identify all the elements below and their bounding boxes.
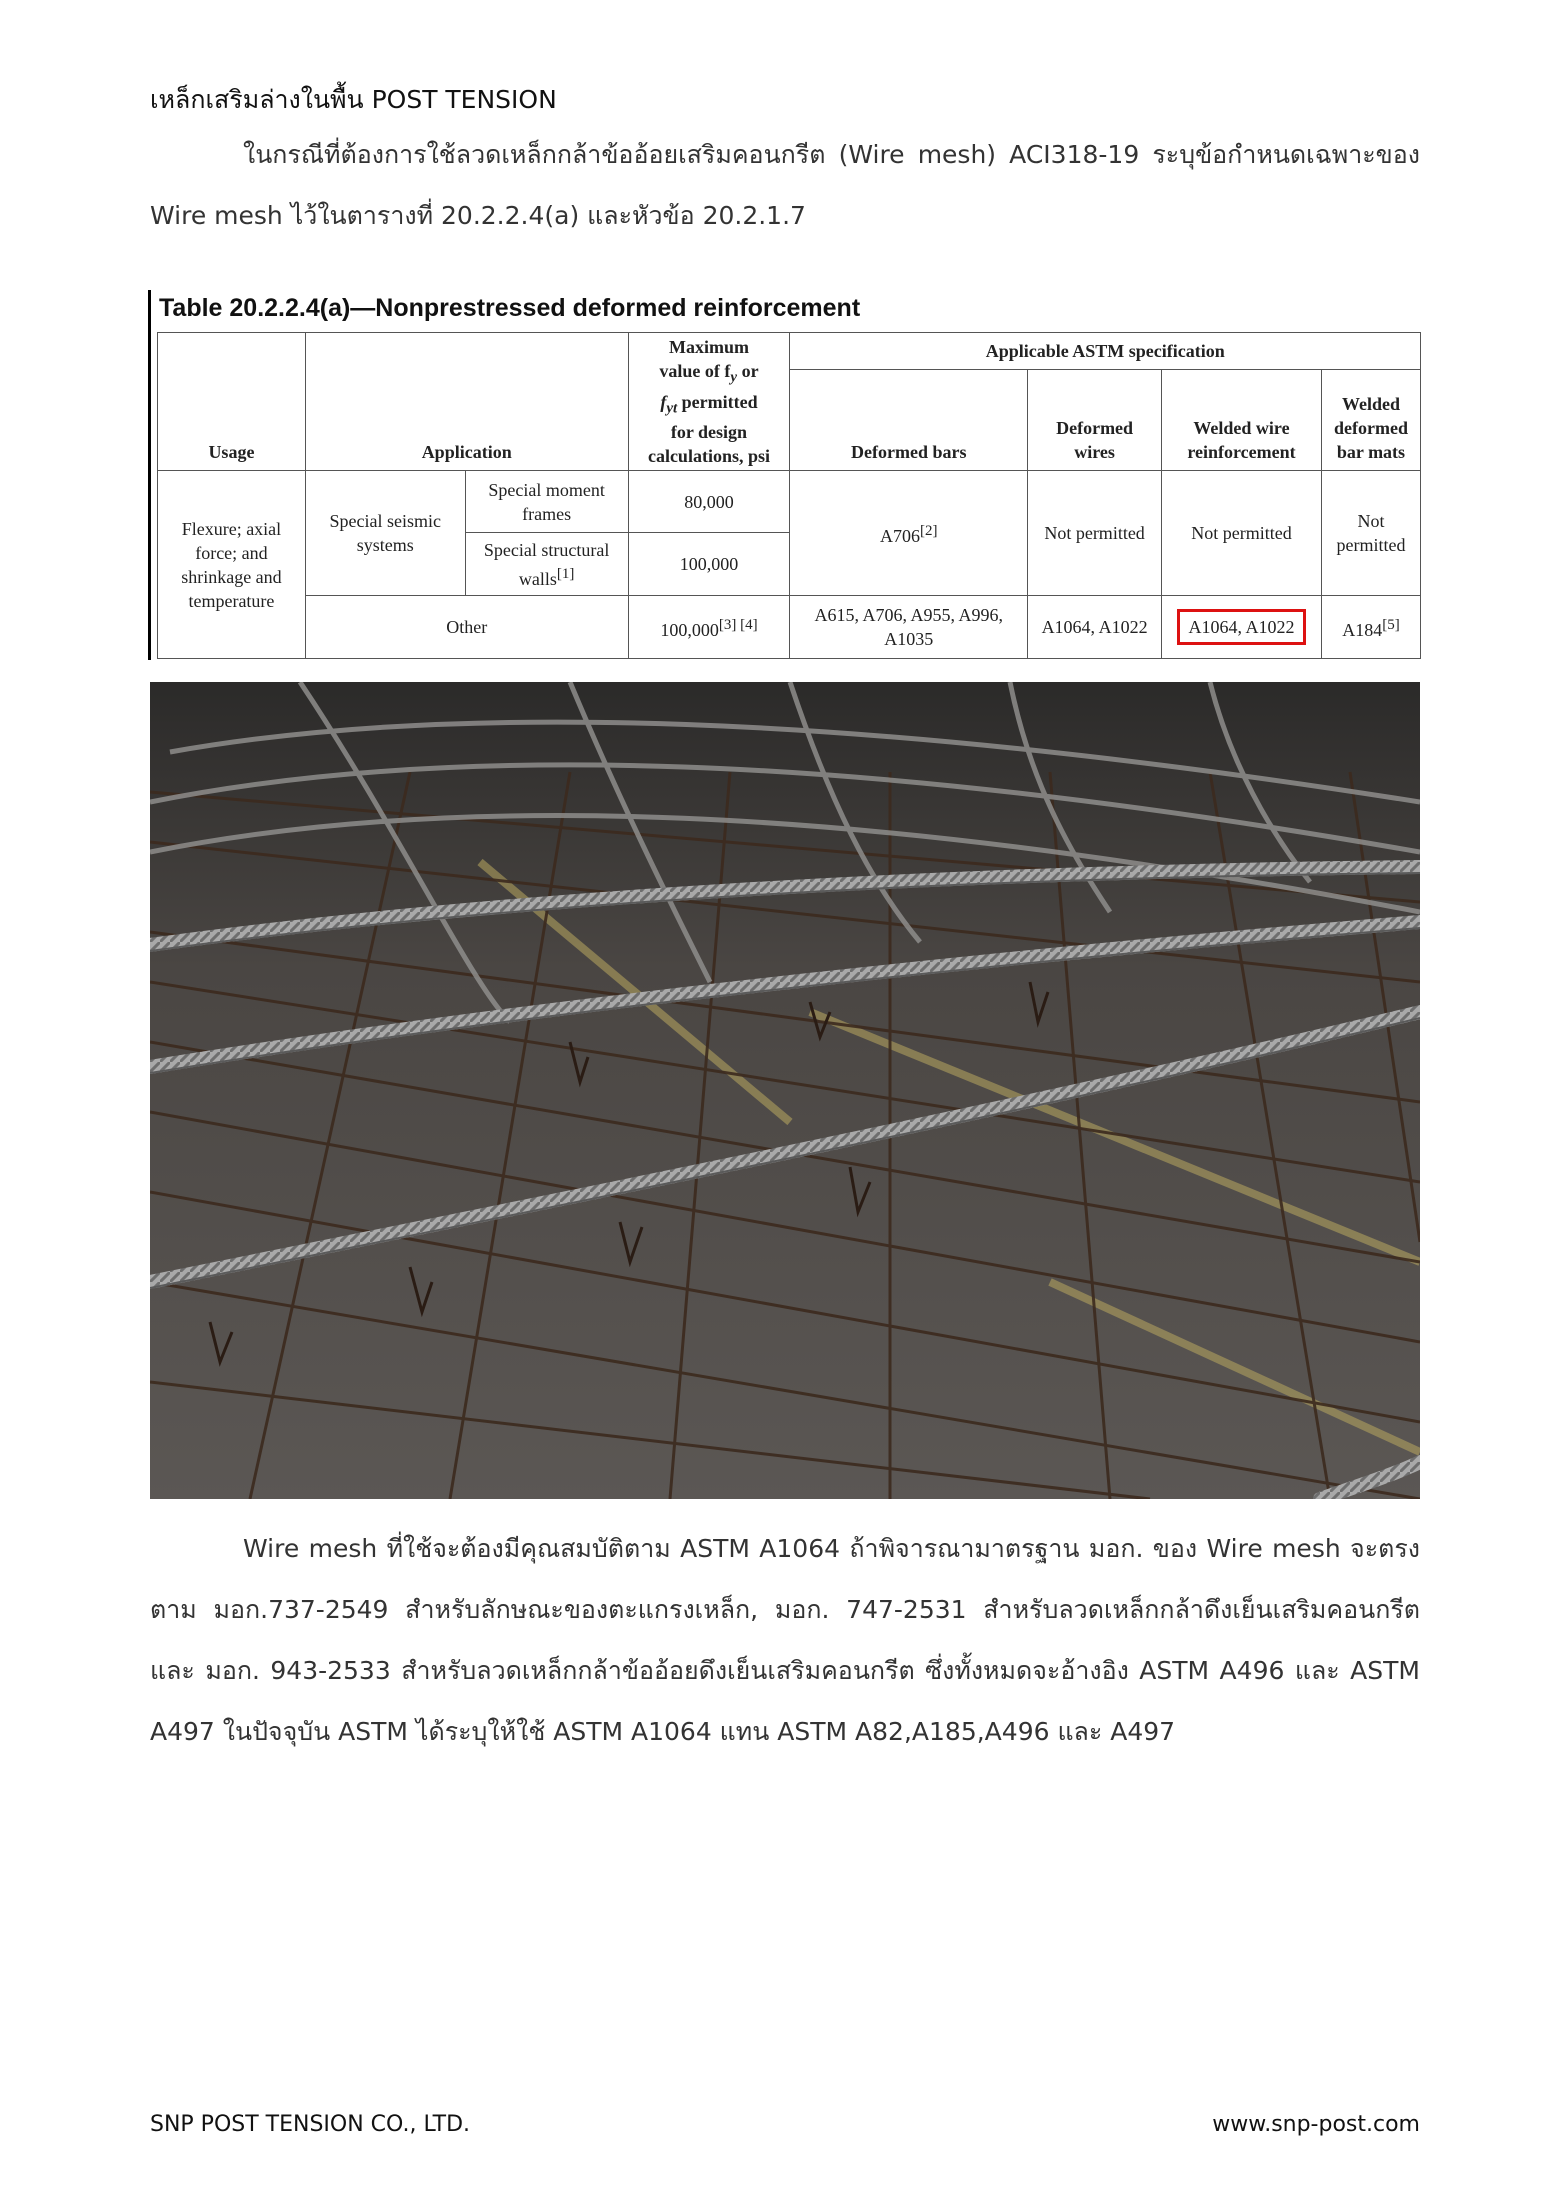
usage-cell: Flexure; axial force; and shrinkage and temperature <box>158 471 306 659</box>
spec-table-figure <box>148 290 1421 660</box>
page-heading: เหล็กเสริมล่างในพื้น POST TENSION <box>150 85 557 114</box>
walls-value-cell: 100,000 <box>628 533 790 596</box>
table-title: Table 20.2.2.4(a)—Nonprestressed deformed reinforcement <box>159 294 861 322</box>
other-cell: Other <box>305 596 628 659</box>
footer-website[interactable]: www.snp-post.com <box>1212 2112 1420 2137</box>
rebar-mesh-illustration <box>150 682 1420 1499</box>
header-deformed-bars: Deformed bars <box>790 370 1028 471</box>
spec-table <box>157 332 1421 659</box>
footer-company: SNP POST TENSION CO., LTD. <box>150 2112 471 2137</box>
structural-walls-cell: Special structural walls[1] <box>465 533 628 596</box>
other-bars-cell: A615, A706, A955, A996, A1035 <box>790 596 1028 659</box>
header-application: Application <box>305 333 628 471</box>
seismic-wires-cell: Not permitted <box>1028 471 1162 596</box>
other-value-cell: 100,000[3] [4] <box>628 596 790 659</box>
header-astm: Applicable ASTM specification <box>790 333 1421 370</box>
body-paragraph <box>150 1518 1420 1762</box>
intro-paragraph <box>150 124 1420 246</box>
seismic-wwr-cell: Not permitted <box>1162 471 1322 596</box>
seismic-bars-cell: A706[2] <box>790 471 1028 596</box>
header-usage: Usage <box>158 333 306 471</box>
other-mats-cell: A184[5] <box>1321 596 1420 659</box>
special-seismic-cell: Special seismic systems <box>305 471 465 596</box>
header-max-value: Maximum value of $f_y$ or $f_{yt}$ permitted for design calculations, psi <box>628 333 790 471</box>
header-welded-mats: Welded deformed bar mats <box>1321 370 1420 471</box>
header-welded-wire: Welded wire reinforcement <box>1162 370 1322 471</box>
intro-text: ในกรณีที่ต้องการใช้ลวดเหล็กกล้าข้ออ้อยเสริมคอนกรีต (Wire mesh) ACI318-19 ระบุข้อกำหนดเฉพาะของ Wire mesh ไว้ในตารางที่ 20.2.2.4(a) และหัวข้อ 20.2.1.7 <box>150 140 1420 230</box>
header-deformed-wires: Deformed wires <box>1028 370 1162 471</box>
wire-mesh-photo <box>150 682 1420 1499</box>
seismic-mats-cell: Not permitted <box>1321 471 1420 596</box>
moment-value-cell: 80,000 <box>628 471 790 533</box>
other-wires-cell: A1064, A1022 <box>1028 596 1162 659</box>
highlight-box: A1064, A1022 <box>1177 609 1305 645</box>
moment-frames-cell: Special moment frames <box>465 471 628 533</box>
body-text: Wire mesh ที่ใช้จะต้องมีคุณสมบัติตาม ASTM A1064 ถ้าพิจารณามาตรฐาน มอก. ของ Wire mesh จะตรงตาม มอก.737-2549 สำหรับลักษณะของตะแกรงเหล็ก, มอก. 747-2531 สำหรับลวดเหล็กกล้าดึงเย็นเสริมคอนกรีต และ มอก. 943-2533 สำหรับลวดเหล็กกล้าข้ออ้อยดึงเย็นเสริมคอนกรีต ซึ่งทั้งหมดจะอ้างอิง ASTM A496 และ ASTM A497 ในปัจจุบัน ASTM ได้ระบุให้ใช้ ASTM A1064 แทน ASTM A82,A185,A496 และ A497 <box>150 1534 1420 1746</box>
other-wwr-cell <box>1162 596 1322 659</box>
